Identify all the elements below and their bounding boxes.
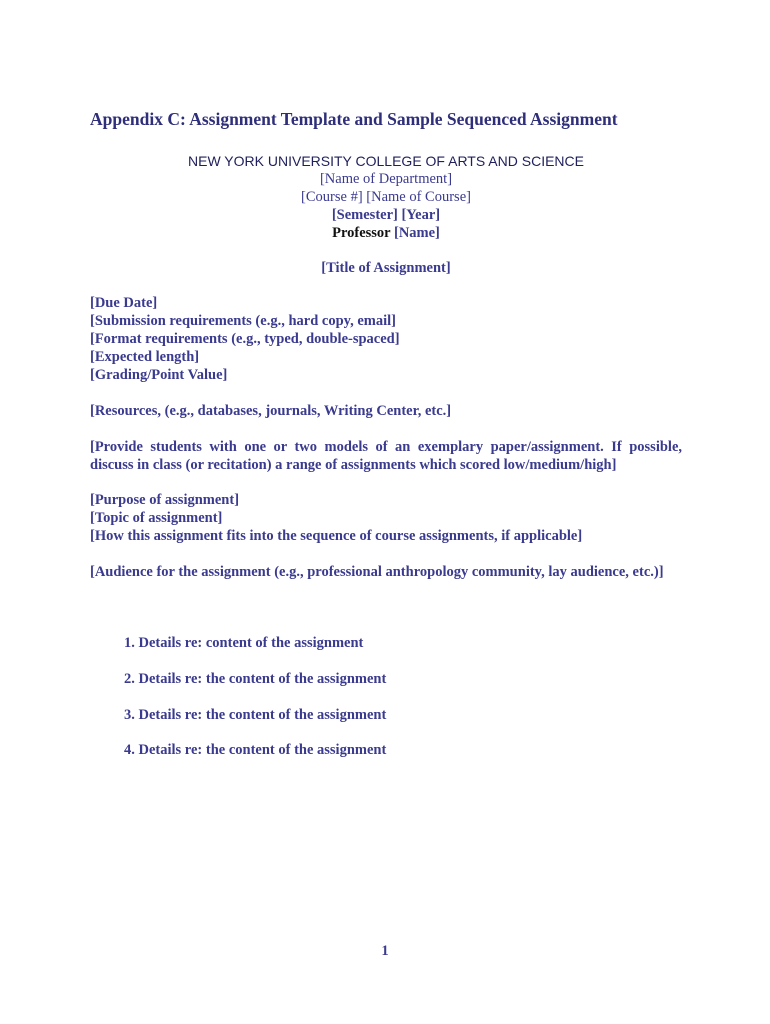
professor-name: [Name] <box>393 225 440 241</box>
course-header <box>90 152 682 242</box>
course-name: [Course #] [Name of Course] <box>301 189 471 205</box>
audience-paragraph: [Audience for the assignment (e.g., professional anthropology community, lay audience, etc.)] <box>90 564 664 580</box>
university-name: NEW YORK UNIVERSITY COLLEGE OF ARTS AND SCIENCE <box>188 153 584 169</box>
semester-year: [Semester] [Year] <box>331 207 441 223</box>
details-item-4: 4. Details re: the content of the assignment <box>124 742 387 758</box>
details-item-2: 2. Details re: the content of the assignment <box>124 671 387 687</box>
requirements-list <box>90 294 682 384</box>
purpose-list <box>90 491 682 545</box>
submission-requirements: [Submission requirements (e.g., hard copy, email] <box>90 313 396 329</box>
professor-label: Professor <box>332 225 391 241</box>
resources: [Resources, (e.g., databases, journals, Writing Center, etc.] <box>90 403 452 419</box>
models-paragraph: [Provide students with one or two models of an exemplary paper/assignment. If possible, discuss in class (or recitation) a range of assignments which scored low/medium/high] <box>90 439 682 473</box>
sequence-fit: [How this assignment fits into the sequence of course assignments, if applicable] <box>90 528 583 544</box>
purpose-of-assignment: [Purpose of assignment] <box>90 492 240 508</box>
assignment-title: [Title of Assignment] <box>321 260 451 276</box>
expected-length: [Expected length] <box>90 349 200 365</box>
details-item-1: 1. Details re: content of the assignment <box>124 635 364 651</box>
page-title: Appendix C: Assignment Template and Sample Sequenced Assignment <box>90 109 618 129</box>
department-name: [Name of Department] <box>319 171 453 187</box>
due-date: [Due Date] <box>90 295 158 311</box>
professor-line <box>90 224 682 242</box>
grading-value: [Grading/Point Value] <box>90 367 228 383</box>
topic-of-assignment: [Topic of assignment] <box>90 510 223 526</box>
details-item-3: 3. Details re: the content of the assignment <box>124 707 387 723</box>
format-requirements: [Format requirements (e.g., typed, double-spaced] <box>90 331 400 347</box>
page-number: 1 <box>381 943 389 959</box>
